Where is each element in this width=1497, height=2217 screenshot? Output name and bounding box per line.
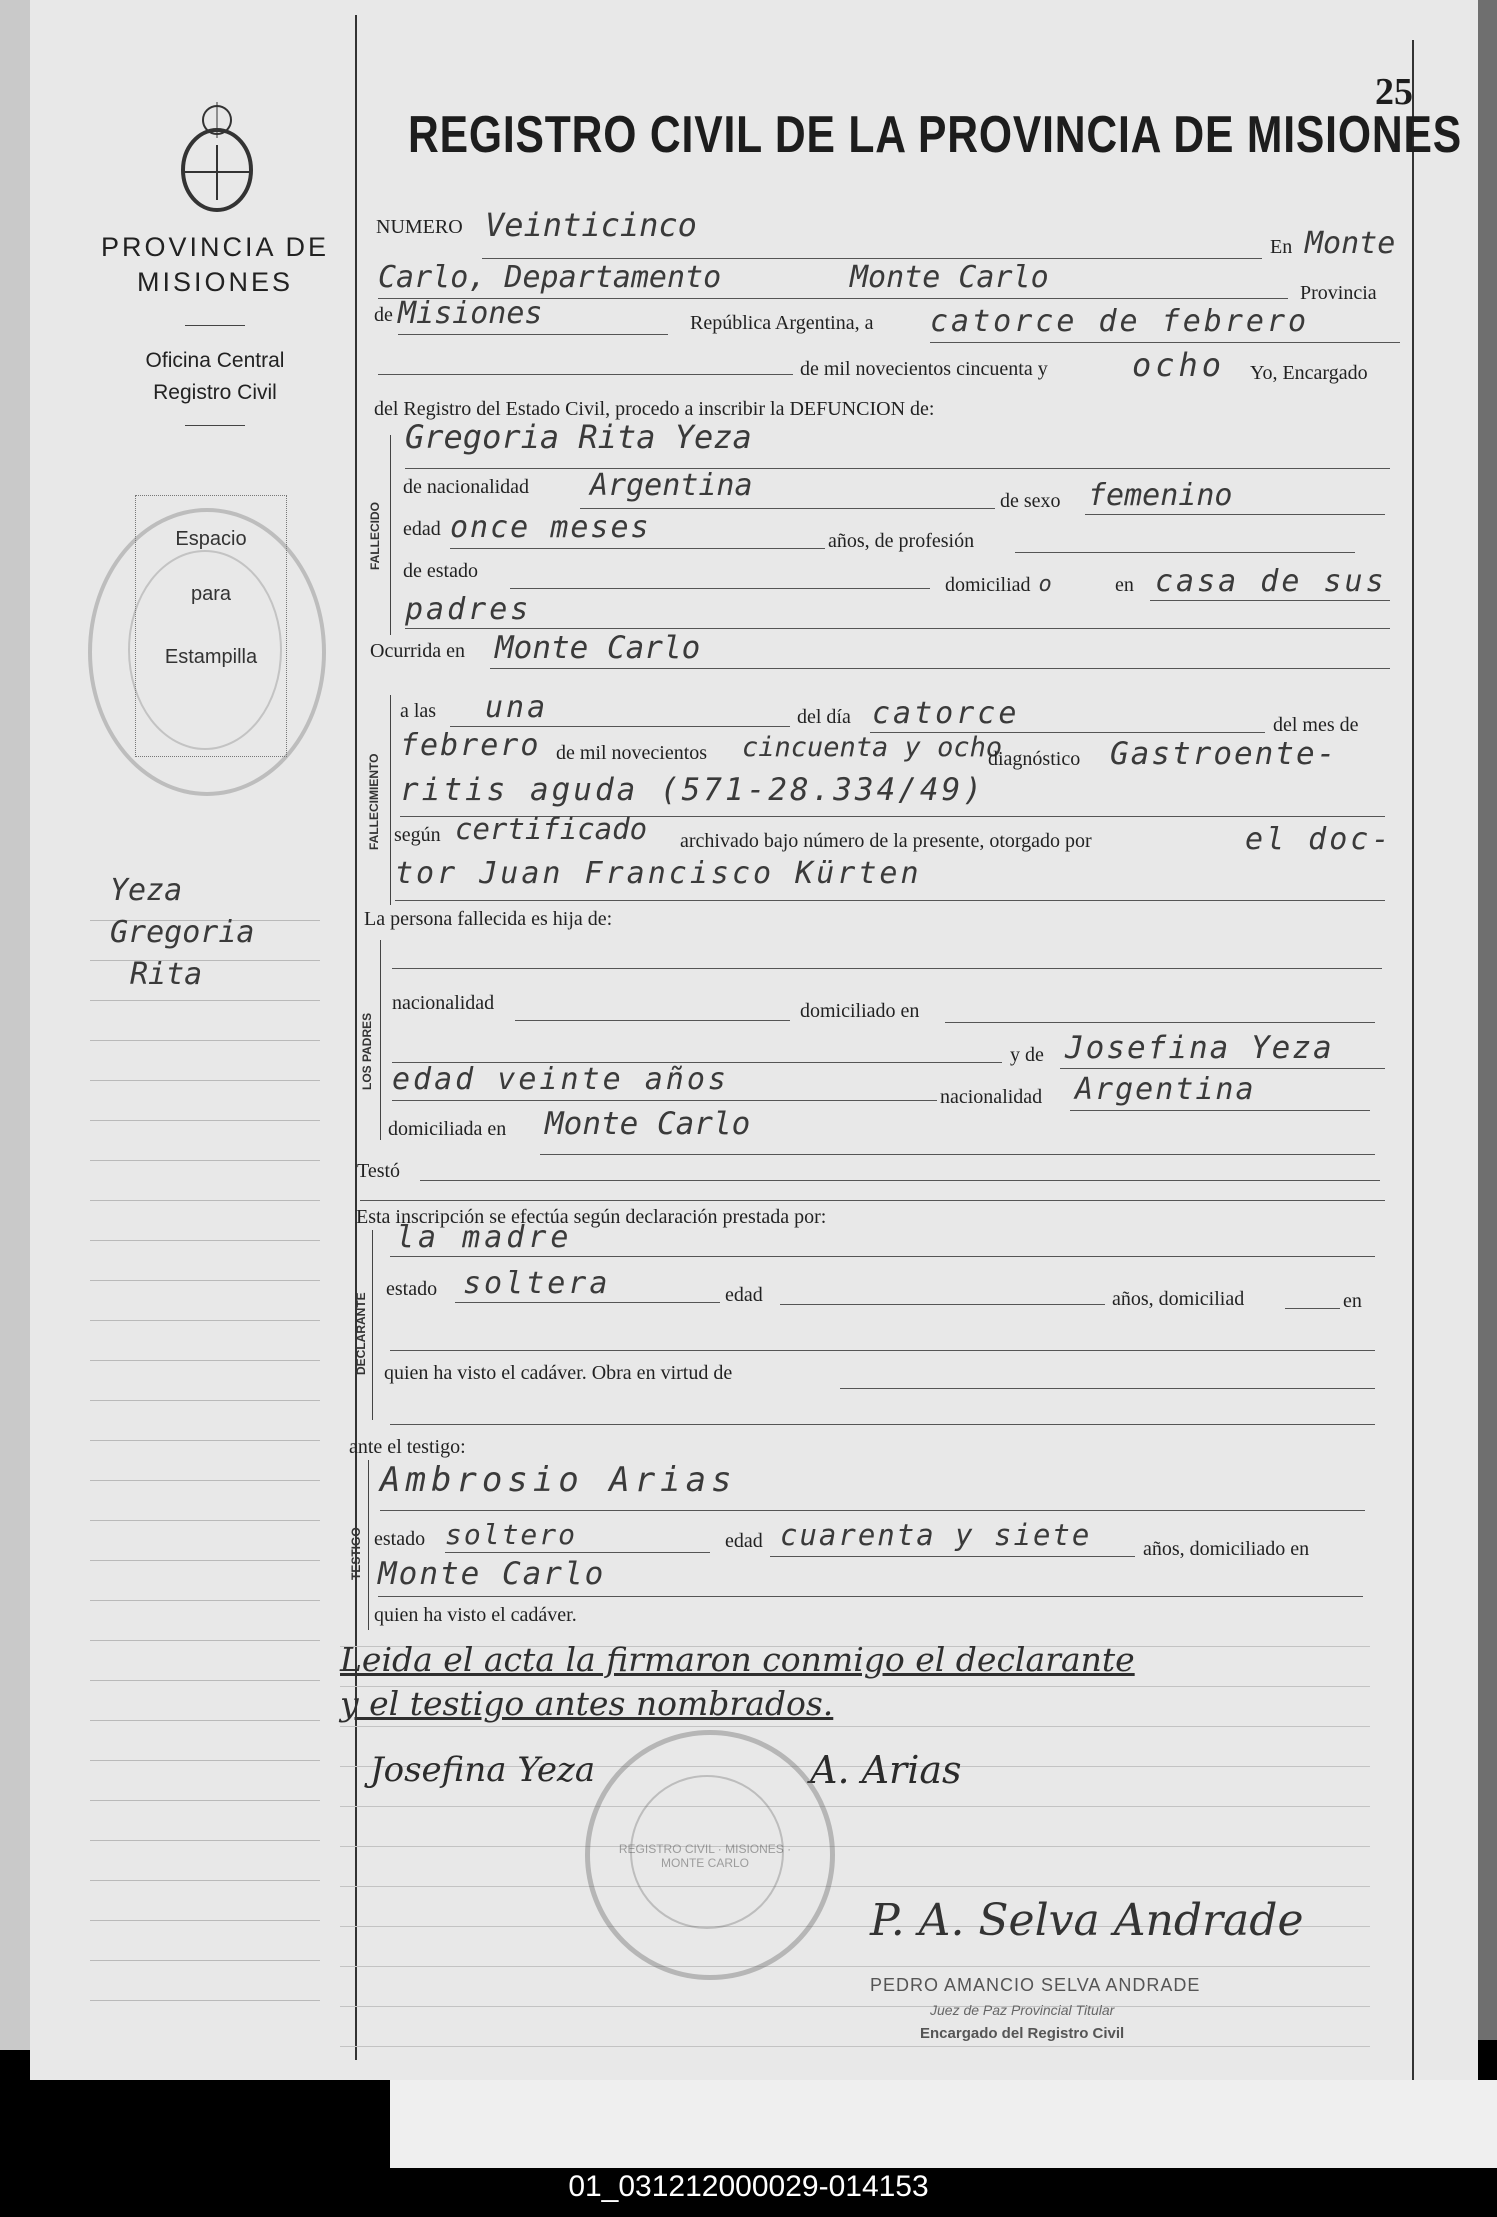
mil-label: de mil novecientos cincuenta y bbox=[800, 358, 1048, 380]
margin-rule bbox=[90, 2000, 320, 2001]
edad-value: once meses bbox=[450, 510, 651, 545]
padres-bracket bbox=[380, 940, 381, 1140]
margin-note-surname: Yeza bbox=[110, 873, 183, 908]
domicilio-value-2: padres bbox=[405, 592, 532, 627]
province-name bbox=[70, 230, 360, 300]
page-number: 25 bbox=[1375, 71, 1413, 113]
republica-label: República Argentina, a bbox=[690, 312, 874, 334]
declarante-edad-label: edad bbox=[725, 1284, 763, 1306]
testigo-name: Ambrosio Arias bbox=[380, 1460, 737, 1500]
domiciliada-line bbox=[540, 1154, 1375, 1155]
declarante-extra-line bbox=[390, 1350, 1375, 1351]
margin-rule bbox=[90, 1840, 320, 1841]
margin-rule bbox=[90, 1360, 320, 1361]
edad-line bbox=[450, 548, 825, 549]
testigo-edad-value: cuarenta y siete bbox=[780, 1518, 1092, 1552]
declarante-anos-label: años, domiciliad bbox=[1112, 1288, 1245, 1310]
registro-text: del Registro del Estado Civil, procedo a inscribir la DEFUNCION de: bbox=[374, 398, 935, 420]
en-label: En bbox=[1270, 236, 1293, 258]
officer-title-2: Encargado del Registro Civil bbox=[920, 2025, 1125, 2042]
diag-label: diagnóstico bbox=[988, 748, 1081, 770]
testigo-edad-label: edad bbox=[725, 1530, 763, 1552]
stamp-box-line-3: Estampilla bbox=[164, 646, 258, 668]
anio-value: cincuenta y ocho bbox=[742, 732, 1003, 763]
madre-edad-value: edad veinte años bbox=[392, 1062, 729, 1097]
domicilio-line-2 bbox=[405, 628, 1390, 629]
declarante-estado-value: soltera bbox=[463, 1266, 611, 1301]
ocurrida-line bbox=[490, 668, 1390, 669]
diag-value-2: ritis aguda (571-28.334/49) bbox=[400, 772, 985, 808]
margin-rule bbox=[90, 1480, 320, 1481]
margin-rule bbox=[90, 1240, 320, 1241]
testo-line bbox=[420, 1180, 1380, 1181]
sexo-label: de sexo bbox=[1000, 490, 1061, 512]
madre-nacionalidad-value: Argentina bbox=[1075, 1072, 1256, 1107]
declarante-estado-line bbox=[455, 1302, 720, 1303]
stamp-box-line-2: para bbox=[190, 583, 232, 605]
dept-value: Monte Carlo bbox=[850, 260, 1049, 295]
prov-value: Misiones bbox=[398, 296, 543, 331]
declarante-estado-label: estado bbox=[386, 1278, 438, 1300]
margin-rule bbox=[90, 1920, 320, 1921]
dia-value: catorce bbox=[872, 696, 1020, 731]
en-value: Monte bbox=[1305, 226, 1396, 261]
provincia-label: Provincia bbox=[1300, 282, 1377, 304]
margin-rule bbox=[90, 1680, 320, 1681]
sexo-line bbox=[1085, 514, 1385, 515]
padre-nacionalidad-label: nacionalidad bbox=[392, 992, 495, 1014]
margin-rule bbox=[90, 1640, 320, 1641]
edad-label: edad bbox=[403, 518, 441, 540]
ruled-line bbox=[340, 1846, 1370, 1847]
officer-title-1: Juez de Paz Provincial Titular bbox=[930, 2002, 1115, 2018]
margin-note-first: Gregoria bbox=[110, 915, 255, 950]
margin-rule bbox=[90, 1560, 320, 1561]
left-column-divider bbox=[355, 15, 357, 2060]
cert-value: certificado bbox=[455, 812, 648, 846]
sexo-value: femenino bbox=[1088, 478, 1233, 513]
margin-note-second: Rita bbox=[130, 957, 203, 992]
margin-rule bbox=[90, 1960, 320, 1961]
y-de-label: y de bbox=[1010, 1044, 1044, 1066]
margin-rule bbox=[90, 1080, 320, 1081]
footer-caption: 01_031212000029-014153 bbox=[568, 2170, 929, 2203]
margin-rule bbox=[90, 1720, 320, 1721]
margin-rule bbox=[90, 1200, 320, 1201]
office-line-2: Registro Civil bbox=[153, 381, 277, 404]
domiciliado-text: domiciliad bbox=[945, 574, 1031, 596]
madre-edad-line bbox=[392, 1100, 937, 1101]
nacionalidad-line bbox=[580, 508, 995, 509]
testigo-estado-line bbox=[445, 1552, 710, 1553]
profesion-line bbox=[1015, 552, 1355, 553]
ruled-line bbox=[340, 1726, 1370, 1727]
padre-name-line bbox=[392, 968, 1382, 969]
domicilio-en-label: en bbox=[1115, 574, 1134, 596]
rubber-stamp-main-text: REGISTRO CIVIL · MISIONES · MONTE CARLO bbox=[618, 1842, 792, 1870]
declarante-en-label: en bbox=[1343, 1290, 1362, 1312]
date-value: catorce de febrero bbox=[930, 304, 1310, 339]
declarante-label: DECLARANTE bbox=[354, 1292, 368, 1375]
province-line-2: MISIONES bbox=[136, 267, 294, 297]
office-name bbox=[70, 345, 360, 409]
margin-rule bbox=[90, 1280, 320, 1281]
segun-label: según bbox=[394, 824, 441, 846]
testigo-domicilio-line bbox=[378, 1596, 1363, 1597]
estado-line bbox=[510, 588, 930, 589]
anos-label: años, de profesión bbox=[828, 530, 975, 552]
testigo-name-line bbox=[380, 1510, 1365, 1511]
ocurrida-label: Ocurrida en bbox=[370, 640, 465, 662]
coat-of-arms-icon bbox=[172, 100, 262, 220]
domicilio-value: casa de sus bbox=[1155, 564, 1387, 599]
declarante-virtud-line-2 bbox=[390, 1424, 1375, 1425]
declarante-who-line bbox=[390, 1256, 1375, 1257]
right-border bbox=[1412, 40, 1414, 2080]
dia-label: del día bbox=[797, 706, 851, 728]
ruled-line bbox=[340, 2046, 1370, 2047]
province-line-1: PROVINCIA DE bbox=[100, 232, 330, 262]
date-line bbox=[930, 342, 1400, 343]
deceased-name: Gregoria Rita Yeza bbox=[405, 418, 752, 456]
a-las-label: a las bbox=[400, 700, 437, 722]
testigo-label: TESTIGO bbox=[349, 1527, 363, 1580]
fallecimiento-bracket bbox=[390, 695, 391, 905]
stamp-box-line-1: Espacio bbox=[175, 528, 247, 550]
testigo-edad-line bbox=[770, 1556, 1135, 1557]
prov-line bbox=[398, 334, 668, 335]
margin-rule bbox=[90, 1600, 320, 1601]
margin-rule bbox=[90, 1760, 320, 1761]
right-edge bbox=[1478, 0, 1497, 2040]
numero-label: NUMERO bbox=[376, 216, 463, 238]
doctor-value: el doc- bbox=[1245, 822, 1393, 857]
domicilio-line bbox=[1150, 600, 1390, 601]
signature-testigo: A. Arias bbox=[810, 1748, 962, 1792]
closing-text bbox=[340, 1638, 1135, 1726]
numero-value: Veinticinco bbox=[485, 206, 697, 244]
padre-domicilio-label: domiciliado en bbox=[800, 1000, 920, 1022]
office-divider bbox=[185, 325, 245, 326]
margin-rule bbox=[90, 1800, 320, 1801]
ruled-line bbox=[340, 1966, 1370, 1967]
left-page-edge bbox=[0, 0, 30, 2050]
officer-signature: P. A. Selva Andrade bbox=[870, 1895, 1304, 1946]
padres-label: LOS PADRES bbox=[360, 1012, 374, 1090]
testigo-estado-value: soltero bbox=[445, 1518, 578, 1551]
diag-value: Gastroente- bbox=[1110, 736, 1338, 772]
madre-line bbox=[1060, 1068, 1385, 1069]
nacionalidad-label: de nacionalidad bbox=[403, 476, 530, 498]
margin-rule bbox=[90, 1320, 320, 1321]
estado-label: de estado bbox=[403, 560, 478, 582]
officer-name: PEDRO AMANCIO SELVA ANDRADE bbox=[870, 1975, 1201, 1995]
closing-line-1: Leida el acta la firmaron conmigo el declarante bbox=[340, 1640, 1135, 1679]
margin-rule bbox=[90, 1040, 320, 1041]
signature-declarante: Josefina Yeza bbox=[370, 1750, 596, 1790]
year-prefix-line bbox=[378, 374, 793, 375]
madre-value: Josefina Yeza bbox=[1065, 1030, 1334, 1066]
margin-note bbox=[110, 870, 255, 996]
deceased-name-line bbox=[405, 468, 1390, 469]
padre-domicilio-line bbox=[945, 1022, 1375, 1023]
de-label: de bbox=[374, 304, 393, 326]
fallecido-bracket bbox=[390, 435, 391, 635]
margin-rule bbox=[90, 1000, 320, 1001]
ocurrida-value: Monte Carlo bbox=[495, 630, 701, 666]
testigo-anos-label: años, domiciliado en bbox=[1143, 1538, 1310, 1560]
nacionalidad-value: Argentina bbox=[590, 468, 753, 503]
margin-rule bbox=[90, 1400, 320, 1401]
declarante-domicilio-line bbox=[1285, 1308, 1340, 1309]
margin-rule bbox=[90, 1880, 320, 1881]
padres-intro: La persona fallecida es hija de: bbox=[364, 908, 613, 930]
bottom-paper bbox=[390, 2080, 1497, 2168]
fallec-mil-label: de mil novecientos bbox=[556, 742, 708, 764]
fallecimiento-label: FALLECIMIENTO bbox=[367, 753, 381, 850]
madre-nacionalidad-line bbox=[1070, 1110, 1370, 1111]
document-title: REGISTRO CIVIL DE LA PROVINCIA DE MISIONES bbox=[408, 106, 1462, 164]
encargado-label: Yo, Encargado bbox=[1250, 362, 1368, 384]
testigo-estado-label: estado bbox=[374, 1528, 426, 1550]
year-value: ocho bbox=[1132, 346, 1226, 384]
domiciliada-label: domiciliada en bbox=[388, 1118, 507, 1140]
testigo-visto-label: quien ha visto el cadáver. bbox=[374, 1604, 577, 1626]
numero-line bbox=[482, 258, 1262, 259]
mes-value: febrero bbox=[400, 728, 541, 763]
margin-rule bbox=[90, 1440, 320, 1441]
rubber-stamp-left-inner bbox=[128, 550, 282, 750]
ruled-line bbox=[340, 1806, 1370, 1807]
domiciliada-value: Monte Carlo bbox=[545, 1106, 751, 1142]
testo-line-2 bbox=[360, 1200, 1385, 1201]
ruled-line bbox=[340, 1886, 1370, 1887]
testo-label: Testó bbox=[357, 1160, 401, 1182]
testigo-bracket bbox=[368, 1460, 369, 1630]
ruled-line bbox=[340, 2006, 1370, 2007]
place-value: Carlo, Departamento bbox=[378, 260, 722, 295]
declarante-visto-label: quien ha visto el cadáver. Obra en virtud de bbox=[384, 1362, 733, 1384]
hora-value: una bbox=[485, 690, 549, 725]
archivado-label: archivado bajo número de la presente, otorgado por bbox=[680, 830, 1092, 852]
closing-line-2: y el testigo antes nombrados. bbox=[340, 1684, 834, 1723]
padre-nacionalidad-line bbox=[515, 1020, 790, 1021]
margin-rule bbox=[90, 1120, 320, 1121]
domiciliado-label bbox=[945, 572, 1060, 597]
mes-label: del mes de bbox=[1273, 714, 1359, 736]
declarante-who: la madre bbox=[396, 1220, 573, 1255]
doctor-value-2: tor Juan Francisco Kürten bbox=[395, 856, 922, 891]
margin-rule bbox=[90, 1520, 320, 1521]
domiciliado-suffix: o bbox=[1038, 572, 1052, 597]
fallecido-label: FALLECIDO bbox=[368, 502, 382, 570]
testigo-domicilio-value: Monte Carlo bbox=[378, 1556, 606, 1592]
margin-rule bbox=[90, 1160, 320, 1161]
doctor-line bbox=[395, 900, 1385, 901]
declarante-edad-line bbox=[780, 1304, 1105, 1305]
declarante-bracket bbox=[372, 1230, 373, 1420]
testigo-intro: ante el testigo: bbox=[349, 1436, 466, 1458]
office-divider-2 bbox=[185, 425, 245, 426]
office-line-1: Oficina Central bbox=[145, 349, 285, 372]
madre-nacionalidad-label: nacionalidad bbox=[940, 1086, 1043, 1108]
declarante-virtud-line bbox=[840, 1388, 1375, 1389]
hora-line bbox=[450, 726, 790, 727]
declarante-intro: Esta inscripción se efectúa según declaración prestada por: bbox=[356, 1206, 827, 1228]
